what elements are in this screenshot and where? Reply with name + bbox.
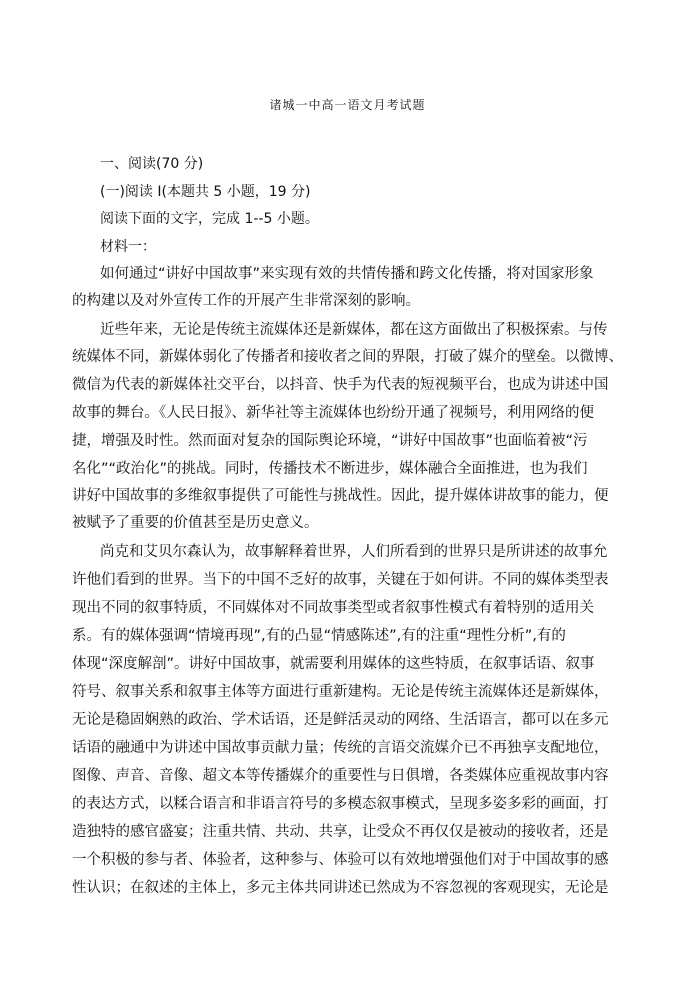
text-line: 名化”“政治化”的挑战。同时，传播技术不断进步，媒体融合全面推进，也为我们 bbox=[72, 461, 588, 477]
instructions: 阅读下面的文字，完成 1--5 小题。 bbox=[100, 211, 319, 227]
text-line: 微信为代表的新媒体社交平台，以抖音、快手为代表的短视频平台，也成为讲述中国 bbox=[72, 377, 609, 393]
text-line: 如何通过“讲好中国故事”来实现有效的共情传播和跨文化传播，将对国家形象 bbox=[100, 266, 594, 282]
text-line: 现出不同的叙事特质，不同媒体对不同故事类型或者叙事性模式有着特别的适用关 bbox=[72, 600, 594, 616]
text-line: 图像、声音、音像、超文本等传播媒介的重要性与日俱增，各类媒体应重视故事内容 bbox=[72, 768, 609, 784]
material-label: 材料一： bbox=[100, 239, 156, 255]
text-line: 统媒体不同，新媒体弱化了传播者和接收者之间的界限，打破了媒介的壁垒。以微博、 bbox=[72, 349, 623, 365]
text-line: 无论是稳固娴熟的政治、学术话语，还是鲜活灵动的网络、生活语言，都可以在多元 bbox=[72, 712, 609, 728]
text-line: 近些年来，无论是传统主流媒体还是新媒体，都在这方面做出了积极探索。与传 bbox=[100, 322, 608, 338]
text-line: 捷，增强及时性。然而面对复杂的国际舆论环境，“讲好中国故事”也面临着被“污 bbox=[72, 433, 588, 449]
text-line: 被赋予了重要的价值甚至是历史意义。 bbox=[72, 515, 319, 531]
text-line: 性认识；在叙述的主体上，多元主体共同讲述已然成为不容忽视的客观现实，无论是 bbox=[72, 880, 609, 896]
text-line: 的构建以及对外宣传工作的开展产生非常深刻的影响。 bbox=[72, 293, 420, 309]
text-line: 讲好中国故事的多维叙事提供了可能性与挑战性。因此，提升媒体讲故事的能力，便 bbox=[72, 488, 609, 504]
document-title: 诸城一中高一语文月考试题 bbox=[269, 98, 426, 112]
text-line: 故事的舞台。《人民日报》、新华社等主流媒体也纷纷开通了视频号，利用网络的便 bbox=[72, 405, 594, 421]
text-line: 尚克和艾贝尔森认为，故事解释着世界，人们所看到的世界只是所讲述的故事允 bbox=[100, 544, 608, 560]
text-line: 的表达方式，以糅合语言和非语言符号的多模态叙事模式，呈现多姿多彩的画面，打 bbox=[72, 796, 609, 812]
text-line: 符号、叙事关系和叙事主体等方面进行重新建构。无论是传统主流媒体还是新媒体， bbox=[72, 684, 609, 700]
text-line: 一个积极的参与者、体验者，这种参与、体验可以有效地增强他们对于中国故事的感 bbox=[72, 852, 609, 868]
text-line: 造独特的感官盛宴；注重共情、共动、共享，让受众不再仅仅是被动的接收者，还是 bbox=[72, 824, 609, 840]
subsection-heading: (一)阅读 I(本题共 5 小题，19 分) bbox=[100, 184, 311, 200]
text-line: 系。有的媒体强调“情境再现”,有的凸显“情感陈述”,有的注重“理性分析”,有的 bbox=[72, 628, 566, 644]
section-heading: 一、阅读(70 分) bbox=[100, 156, 204, 172]
text-line: 体现“深度解剖”。讲好中国故事，就需要利用媒体的这些特质，在叙事话语、叙事 bbox=[72, 656, 595, 672]
text-line: 话语的融通中为讲述中国故事贡献力量；传统的言语交流媒介已不再独享支配地位， bbox=[72, 740, 609, 756]
text-line: 许他们看到的世界。当下的中国不乏好的故事，关键在于如何讲。不同的媒体类型表 bbox=[72, 572, 609, 588]
